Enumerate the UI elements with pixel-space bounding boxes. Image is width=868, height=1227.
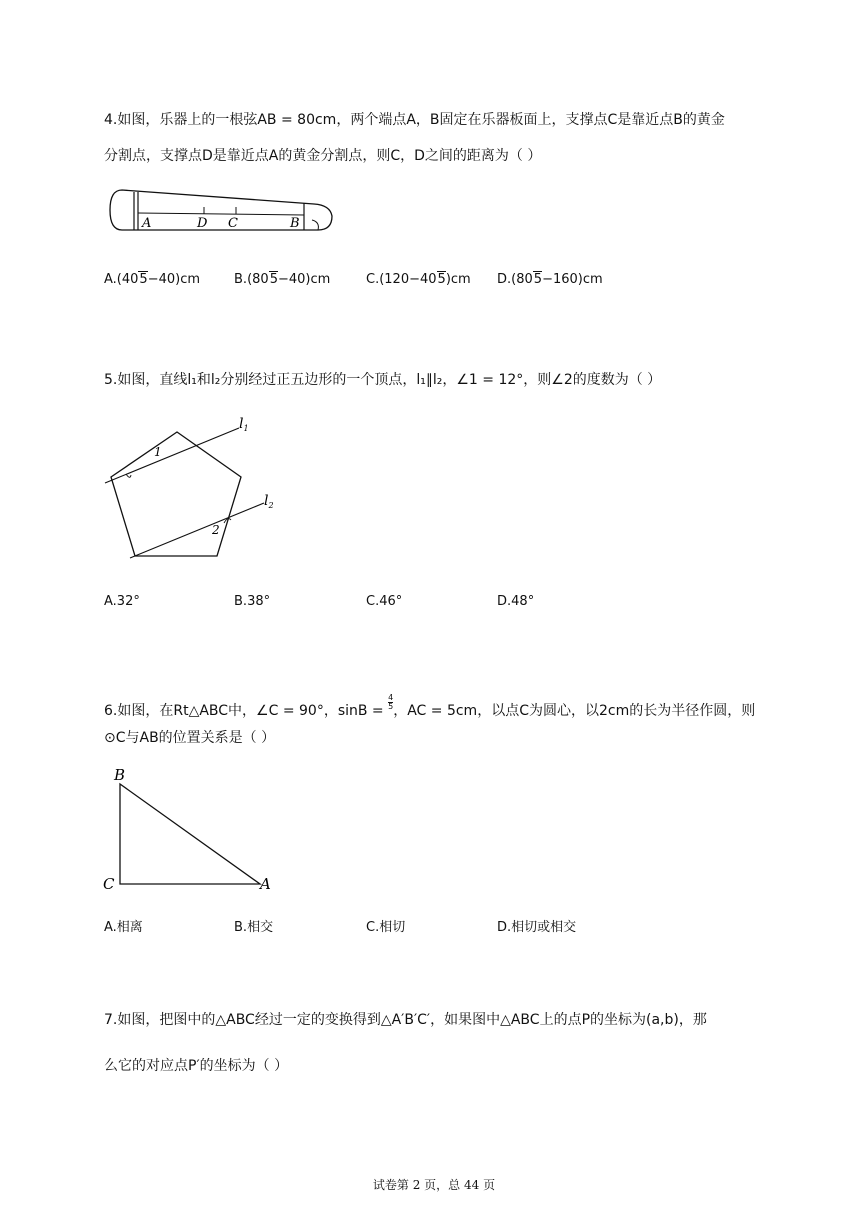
q6-option-d: D.相切或相交 <box>497 920 577 935</box>
q4-option-d: D.(805−160)cm <box>497 272 603 287</box>
angle-2-label: 2 <box>212 523 220 537</box>
q6-option-c: C.相切 <box>366 920 406 935</box>
q6-line1: 6.如图，在Rt△ABC中，∠C = 90°，sinB = $\frac{4}{5}$ ，AC = 5cm，以点C为圆心，以2cm的长为半径作圆，则 <box>104 693 756 719</box>
q5-option-d: D.48° <box>497 594 535 609</box>
line-l2-label: $l_2$ <box>264 493 274 510</box>
q7-line1: 7.如图，把图中的△ABC经过一定的变换得到△A′B′C′，如果图中△ABC上的点P的坐标为(a,b)，那 <box>104 1012 707 1028</box>
pentagon-figure <box>100 410 290 566</box>
line-l1-label: $l_1$ <box>239 416 249 433</box>
q5-option-a: A.32° <box>104 594 140 609</box>
q5-option-c: C.46° <box>366 594 403 609</box>
label-D: D <box>197 216 208 231</box>
instrument-figure <box>104 186 339 234</box>
angle-1-label: 1 <box>154 445 162 459</box>
q6-option-b: B.相交 <box>234 920 274 935</box>
label-C: C <box>103 875 115 893</box>
sinb-fraction: $\frac{4}{5}$ <box>388 693 394 711</box>
triangle-figure <box>100 764 280 898</box>
label-B: B <box>290 216 300 231</box>
label-A: A <box>260 875 271 893</box>
q4-line1: 4.如图，乐器上的一根弦AB = 80cm，两个端点A，B固定在乐器板面上，支撑点C是靠近点B的黄金 <box>104 112 725 128</box>
q4-option-c: C.(120−405)cm <box>366 272 471 287</box>
q6-line2: ⊙C与AB的位置关系是（ ） <box>104 730 276 746</box>
q4-option-b: B.(805−40)cm <box>234 272 331 287</box>
q4-option-a: A.(405−40)cm <box>104 272 201 287</box>
q5-option-b: B.38° <box>234 594 271 609</box>
q5-line1: 5.如图，直线l₁和l₂分别经过正五边形的一个顶点，l₁∥l₂，∠1 = 12°，则∠2的度数为（ ） <box>104 372 662 388</box>
q7-line2: 么它的对应点P′的坐标为（ ） <box>104 1058 289 1074</box>
label-A: A <box>142 216 152 231</box>
page-footer: 试卷第 2 页，总 44 页 <box>372 1178 496 1192</box>
label-C: C <box>228 216 238 231</box>
q6-option-a: A.相离 <box>104 920 143 935</box>
q4-line2: 分割点，支撑点D是靠近点A的黄金分割点，则C，D之间的距离为（ ） <box>104 148 542 164</box>
label-B: B <box>114 766 126 784</box>
